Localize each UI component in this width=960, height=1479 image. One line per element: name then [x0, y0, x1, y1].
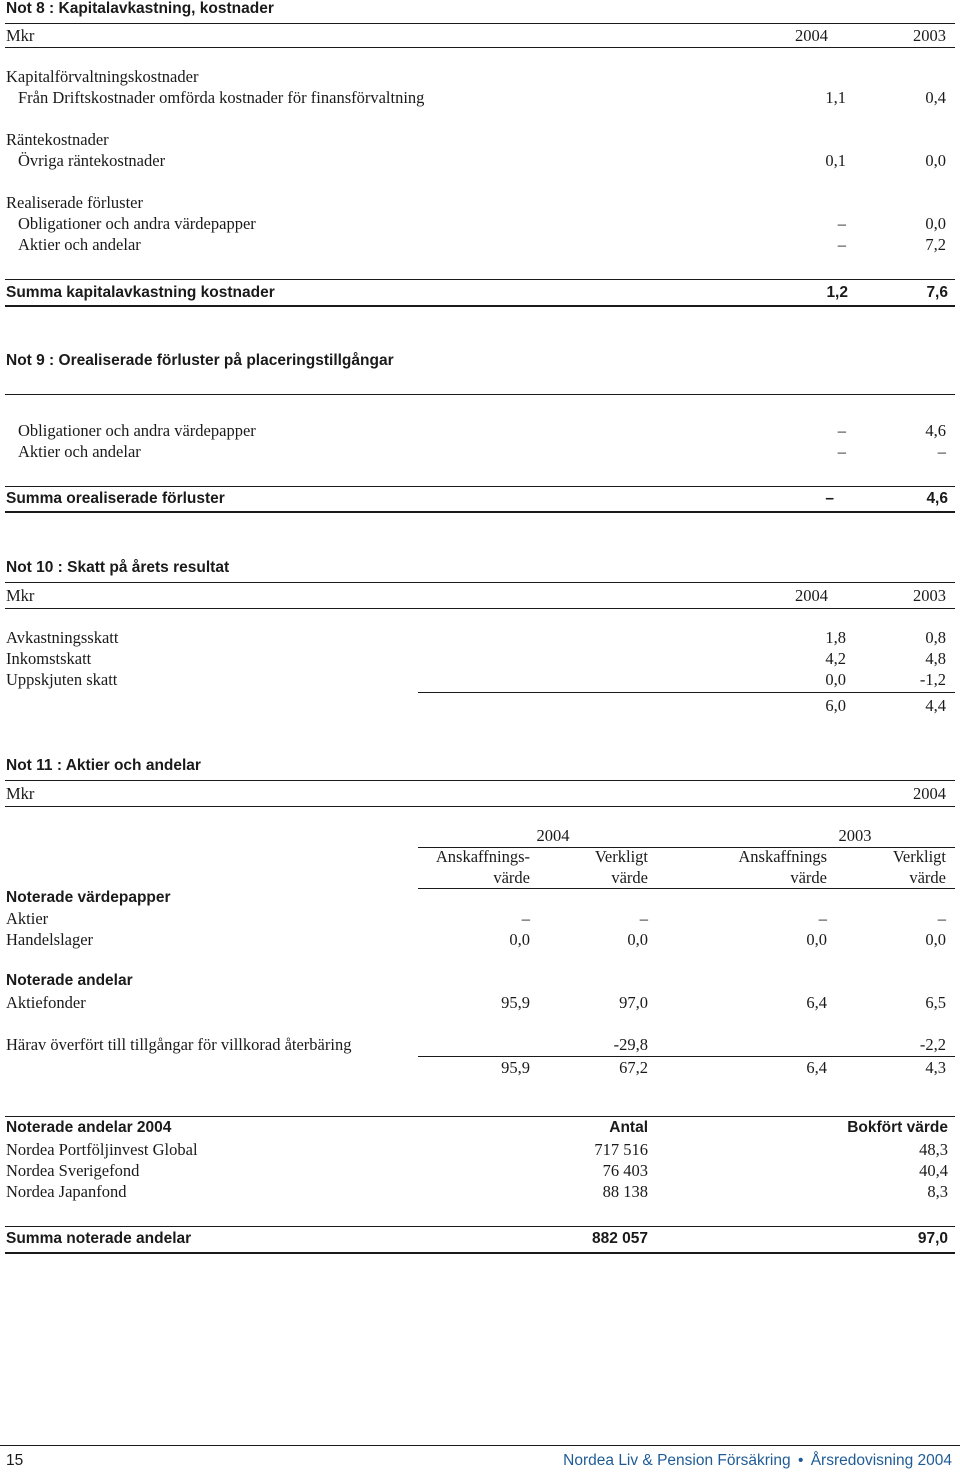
not10-row-value-2004: 1,8: [825, 628, 846, 647]
footer-bullet: •: [797, 1452, 804, 1469]
andelar-row-value: 40,4: [919, 1161, 948, 1180]
not11-cell: –: [521, 909, 530, 928]
not9-row-label: Aktier och andelar: [18, 442, 141, 461]
divider: [5, 1226, 955, 1227]
not11-cell: –: [818, 909, 827, 928]
not8-row-value-2004: –: [837, 214, 846, 233]
not11-section-noterade-andelar: Noterade andelar: [6, 972, 133, 989]
not11-cell: 0,0: [925, 930, 946, 949]
not11-title: Not 11 : Aktier och andelar: [6, 757, 201, 774]
divider: [5, 1116, 955, 1117]
not8-title: Not 8 : Kapitalavkastning, kostnader: [6, 0, 274, 17]
divider: [5, 1252, 955, 1254]
not8-sum-label: Summa kapitalavkastning kostnader: [6, 284, 275, 301]
andelar-head-bokfort: Bokfört värde: [847, 1119, 948, 1136]
not10-row-value-2004: 4,2: [825, 649, 846, 668]
not10-title: Not 10 : Skatt på årets resultat: [6, 559, 230, 576]
not11-row-label: Aktiefonder: [6, 993, 86, 1012]
not10-row-label: Avkastningsskatt: [6, 628, 119, 647]
not9-row-label: Obligationer och andra värdepapper: [18, 421, 256, 440]
not11-cell: -2,2: [919, 1035, 946, 1054]
not8-header-year-2003: 2003: [913, 26, 946, 45]
not9-row-value-2004: –: [837, 421, 846, 440]
not11-col-header: värde: [493, 868, 530, 887]
divider: [5, 582, 955, 583]
not11-cell: 0,0: [627, 930, 648, 949]
not11-section-noterade-vardepapper: Noterade värdepapper: [6, 889, 171, 906]
not11-row-label: Aktier: [6, 909, 49, 928]
not8-row-value-2003: 0,0: [925, 214, 946, 233]
andelar-head-antal: Antal: [609, 1119, 648, 1136]
divider: [5, 23, 955, 24]
divider: [418, 692, 955, 693]
divider: [418, 1056, 955, 1057]
not10-row-value-2003: 0,8: [925, 628, 946, 647]
divider: [5, 806, 955, 807]
not11-cell: 6,4: [806, 993, 827, 1012]
andelar-row-label: Nordea Japanfond: [6, 1182, 127, 1201]
not9-row-value-2003: 4,6: [925, 421, 946, 440]
not11-cell: 0,0: [509, 930, 530, 949]
not11-col-header: värde: [611, 868, 648, 887]
not8-row-value-2003: 7,2: [925, 235, 946, 254]
not10-total-2004: 6,0: [825, 696, 846, 715]
not8-row-value-2004: 1,1: [825, 88, 846, 107]
page-number: 15: [6, 1452, 24, 1469]
andelar-row-label: Nordea Portföljinvest Global: [6, 1140, 198, 1159]
divider: [5, 511, 955, 513]
andelar-row-antal: 717 516: [594, 1140, 648, 1159]
andelar-row-value: 48,3: [919, 1140, 948, 1159]
not8-row-label: Från Driftskostnader omförda kostnader för finansförvaltning: [18, 88, 425, 107]
divider: [5, 486, 955, 487]
not9-row-value-2003: –: [937, 442, 946, 461]
divider: [5, 305, 955, 307]
not8-group-rantekostnader: Räntekostnader: [6, 130, 109, 149]
not11-cell: –: [937, 909, 946, 928]
not8-row-value-2004: 0,1: [825, 151, 846, 170]
andelar-sum-antal: 882 057: [591, 1230, 648, 1247]
not8-row-value-2004: –: [837, 235, 846, 254]
not11-col-header: värde: [909, 868, 946, 887]
divider: [5, 47, 955, 48]
not10-header-year-2003: 2003: [913, 586, 946, 605]
not11-year-2004: 2004: [536, 826, 570, 845]
not11-cell: -29,8: [613, 1035, 648, 1054]
not11-col-header: Anskaffnings: [738, 847, 827, 866]
not10-row-value-2003: 4,8: [925, 649, 946, 668]
andelar-row-value: 8,3: [927, 1182, 948, 1201]
not9-row-value-2004: –: [837, 442, 846, 461]
not10-header-label: Mkr: [6, 586, 35, 605]
footer-rule: [0, 1445, 960, 1446]
not11-header-label: Mkr: [6, 784, 35, 803]
divider: [5, 394, 955, 395]
not8-row-value-2003: 0,0: [925, 151, 946, 170]
not11-cell: 95,9: [501, 993, 530, 1012]
not10-header-year-2004: 2004: [795, 586, 828, 605]
not11-total-cell: 6,4: [806, 1058, 827, 1077]
not10-total-2003: 4,4: [925, 696, 946, 715]
not11-col-header: värde: [790, 868, 827, 887]
not8-row-label: Övriga räntekostnader: [18, 151, 166, 170]
not11-total-cell: 67,2: [619, 1058, 648, 1077]
not11-cell: 0,0: [806, 930, 827, 949]
not11-cell: 6,5: [925, 993, 946, 1012]
not10-row-label: Inkomstskatt: [6, 649, 92, 668]
not11-cell: –: [639, 909, 648, 928]
footer-company: Nordea Liv & Pension Försäkring: [563, 1452, 791, 1469]
not8-row-label: Obligationer och andra värdepapper: [18, 214, 256, 233]
not11-col-header: Anskaffnings-: [435, 847, 530, 866]
not10-row-value-2004: 0,0: [825, 670, 846, 689]
not11-year-2003: 2003: [838, 826, 872, 845]
not9-sum-label: Summa orealiserade förluster: [6, 490, 225, 507]
andelar-row-antal: 76 403: [602, 1161, 648, 1180]
not9-sum-value-2003: 4,6: [926, 490, 948, 507]
not11-total-cell: 95,9: [501, 1058, 530, 1077]
divider: [5, 279, 955, 280]
not11-total-cell: 4,3: [925, 1058, 946, 1077]
not11-col-header: Verkligt: [594, 847, 648, 866]
not11-row-label: Härav överfört till tillgångar för villkorad återbäring: [6, 1035, 352, 1054]
andelar-sum-value: 97,0: [917, 1230, 948, 1247]
not8-group-realiserade: Realiserade förluster: [6, 193, 143, 212]
not8-group-kapitalforvaltning: Kapitalförvaltningskostnader: [6, 67, 199, 86]
not8-row-value-2003: 0,4: [925, 88, 946, 107]
andelar-head-label: Noterade andelar 2004: [6, 1119, 172, 1136]
not10-row-label: Uppskjuten skatt: [6, 670, 118, 689]
footer-text: [563, 1452, 952, 1470]
not8-sum-value-2004: 1,2: [826, 284, 848, 301]
footer-document: Årsredovisning 2004: [810, 1452, 952, 1469]
andelar-sum-label: Summa noterade andelar: [6, 1230, 192, 1247]
not10-row-value-2003: -1,2: [919, 670, 946, 689]
not11-row-label: Handelslager: [6, 930, 94, 949]
divider: [5, 780, 955, 781]
not8-header-label: Mkr: [6, 26, 35, 45]
not11-header-year: 2004: [913, 784, 946, 803]
not9-title: Not 9 : Orealiserade förluster på placeringstillgångar: [6, 352, 394, 369]
not8-header-year-2004: 2004: [795, 26, 828, 45]
divider: [5, 608, 955, 609]
not8-row-label: Aktier och andelar: [18, 235, 141, 254]
not11-cell: 97,0: [619, 993, 648, 1012]
not9-sum-value-2004: –: [825, 490, 834, 507]
not8-sum-value-2003: 7,6: [926, 284, 948, 301]
divider: [418, 888, 955, 889]
not11-col-header: Verkligt: [892, 847, 946, 866]
andelar-row-label: Nordea Sverigefond: [6, 1161, 140, 1180]
andelar-row-antal: 88 138: [602, 1182, 648, 1201]
